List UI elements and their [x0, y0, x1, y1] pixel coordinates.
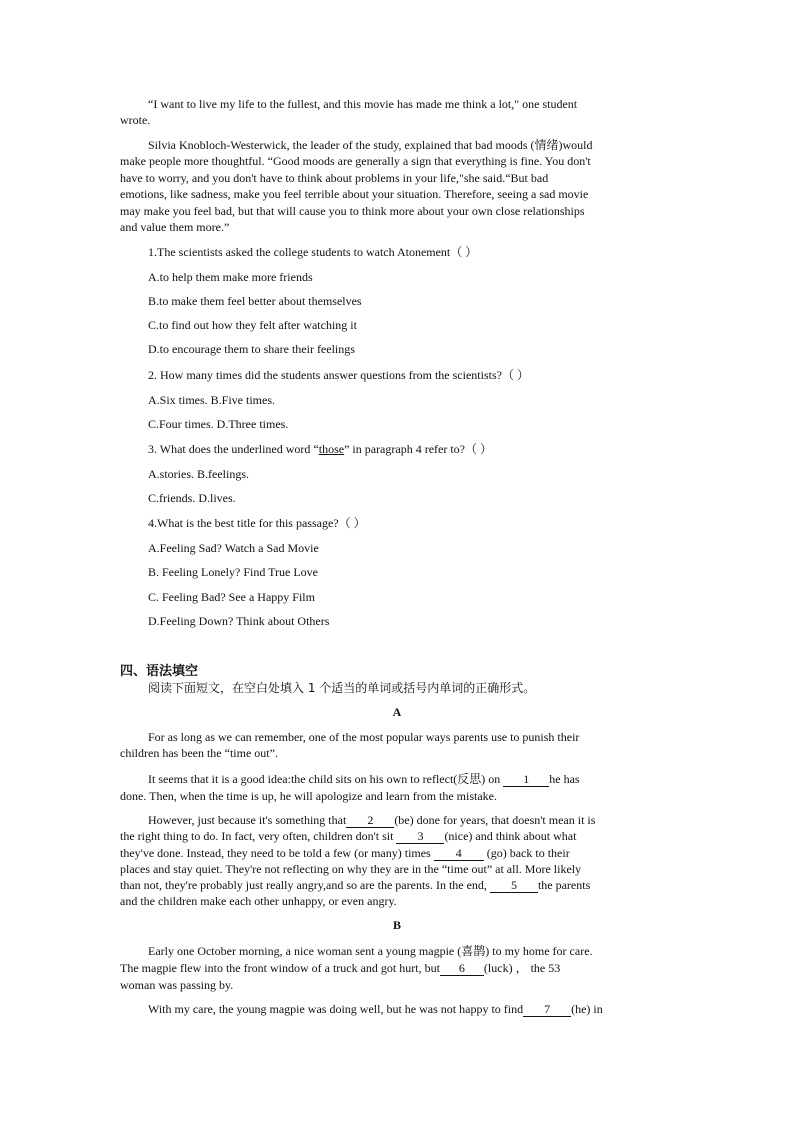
question-4-option-a: A.Feeling Sad? Watch a Sad Movie: [148, 541, 319, 555]
text-segment: he has: [549, 772, 580, 786]
question-4-option-b: B. Feeling Lonely? Find True Love: [148, 565, 318, 579]
question-3: [148, 441, 492, 457]
question-3-options-ab: A.stories. B.feelings.: [148, 467, 249, 481]
text-segment: (go) back to their: [483, 846, 570, 860]
passage-a-line-9: [120, 877, 590, 893]
passage-b-line-4: [148, 1001, 603, 1017]
question-3-text-pre: 3. What does the underlined word “: [148, 442, 319, 456]
passage-p1-line-2: wrote.: [120, 113, 151, 127]
passage-p2-line-6: and value them more.”: [120, 220, 230, 234]
text-segment: (nice) and think about what: [444, 829, 577, 843]
text-segment: The magpie flew into the front window of a truck and got hurt, but: [120, 961, 440, 975]
blank-6[interactable]: 6: [440, 962, 484, 976]
text-segment: With my care, the young magpie was doing well, but he was not happy to find: [148, 1002, 524, 1016]
blank-1[interactable]: 1: [503, 773, 549, 787]
passage-a-line-4: done. Then, when the time is up, he will apologize and learn from the mistake.: [120, 789, 498, 803]
question-1: 1.The scientists asked the college students to watch Atonement（ ）: [148, 245, 478, 259]
question-2-options-ab: A.Six times. B.Five times.: [148, 393, 276, 407]
question-1-option-c: C.to find out how they felt after watching it: [148, 318, 357, 332]
blank-2[interactable]: 2: [346, 814, 394, 828]
passage-p1-line-1: “I want to live my life to the fullest, and this movie has made me think a lot," one student: [148, 97, 578, 111]
question-4-option-c: C. Feeling Bad? See a Happy Film: [148, 590, 315, 604]
passage-a-line-1: For as long as we can remember, one of the most popular ways parents use to punish their: [148, 730, 580, 744]
question-3-text-post: ” in paragraph 4 refer to?（ ）: [344, 442, 493, 456]
passage-label-b: B: [392, 918, 401, 932]
passage-b-line-1: Early one October morning, a nice woman sent a young magpie (喜鹊) to my home for care.: [148, 944, 593, 958]
passage-a-line-3: [148, 771, 580, 787]
text-segment: than not, they're probably just really angry,and so are the parents. In the end,: [120, 878, 490, 892]
passage-p2-line-3: have to worry, and you don't have to think about problems in your life,"she said.“But bad: [120, 171, 549, 185]
question-4-option-d: D.Feeling Down? Think about Others: [148, 614, 330, 628]
question-1-option-d: D.to encourage them to share their feelings: [148, 342, 355, 356]
passage-p2-line-4: emotions, like sadness, make you feel terrible about your situation. Therefore, seeing a sad movie: [120, 187, 589, 201]
question-1-option-b: B.to make them feel better about themselves: [148, 294, 362, 308]
text-segment: It seems that it is a good idea:the child sits on his own to reflect(反思) on: [148, 772, 504, 786]
passage-a-line-6: [120, 828, 576, 844]
passage-p2-line-5: may make you feel bad, but that will cause you to think more about your own close relationships: [120, 204, 585, 218]
underlined-word: those: [318, 442, 345, 456]
passage-a-line-8: places and stay quiet. They're not reflecting on why they are in the “time out” at all. More likely: [120, 862, 582, 876]
passage-a-line-2: children has been the “time out”.: [120, 746, 278, 760]
passage-label-a: A: [392, 705, 402, 719]
passage-a-line-10: and the children make each other unhappy, or even angry.: [120, 894, 397, 908]
section-instruction: 阅读下面短文，在空白处填入 1 个适当的单词或括号内单词的正确形式。: [148, 681, 536, 695]
blank-5[interactable]: 5: [490, 879, 538, 893]
text-segment: the parents: [537, 878, 591, 892]
passage-a-line-7: [120, 845, 570, 861]
passage-p2-line-1: Silvia Knobloch-Westerwick, the leader of the study, explained that bad moods (情绪)would: [148, 138, 593, 152]
passage-p2-line-2: make people more thoughtful. “Good moods are generally a sign that everything is fine. You don't: [120, 154, 591, 168]
text-segment: However, just because it's something that: [148, 813, 347, 827]
text-segment: (be) done for years, that doesn't mean it is: [394, 813, 596, 827]
text-segment: the right thing to do. In fact, very often, children don't sit: [120, 829, 397, 843]
passage-a-line-5: [148, 812, 595, 828]
blank-3[interactable]: 3: [396, 830, 444, 844]
question-2: 2. How many times did the students answer questions from the scientists?（ ）: [148, 368, 529, 382]
text-segment: they've done. Instead, they need to be told a few (or many) times: [120, 846, 434, 860]
question-3-options-cd: C.friends. D.lives.: [148, 491, 236, 505]
text-segment: (he) in: [571, 1002, 603, 1016]
passage-b-line-3: woman was passing by.: [120, 978, 234, 992]
section-heading: 四、语法填空: [120, 664, 199, 679]
blank-4[interactable]: 4: [434, 847, 484, 861]
question-1-option-a: A.to help them make more friends: [148, 270, 313, 284]
passage-b-line-2: [120, 960, 560, 976]
question-2-options-cd: C.Four times. D.Three times.: [148, 417, 289, 431]
question-4: 4.What is the best title for this passage?（ ）: [148, 516, 366, 530]
blank-7[interactable]: 7: [523, 1003, 571, 1017]
text-segment: (luck) ， the 53: [483, 961, 561, 975]
